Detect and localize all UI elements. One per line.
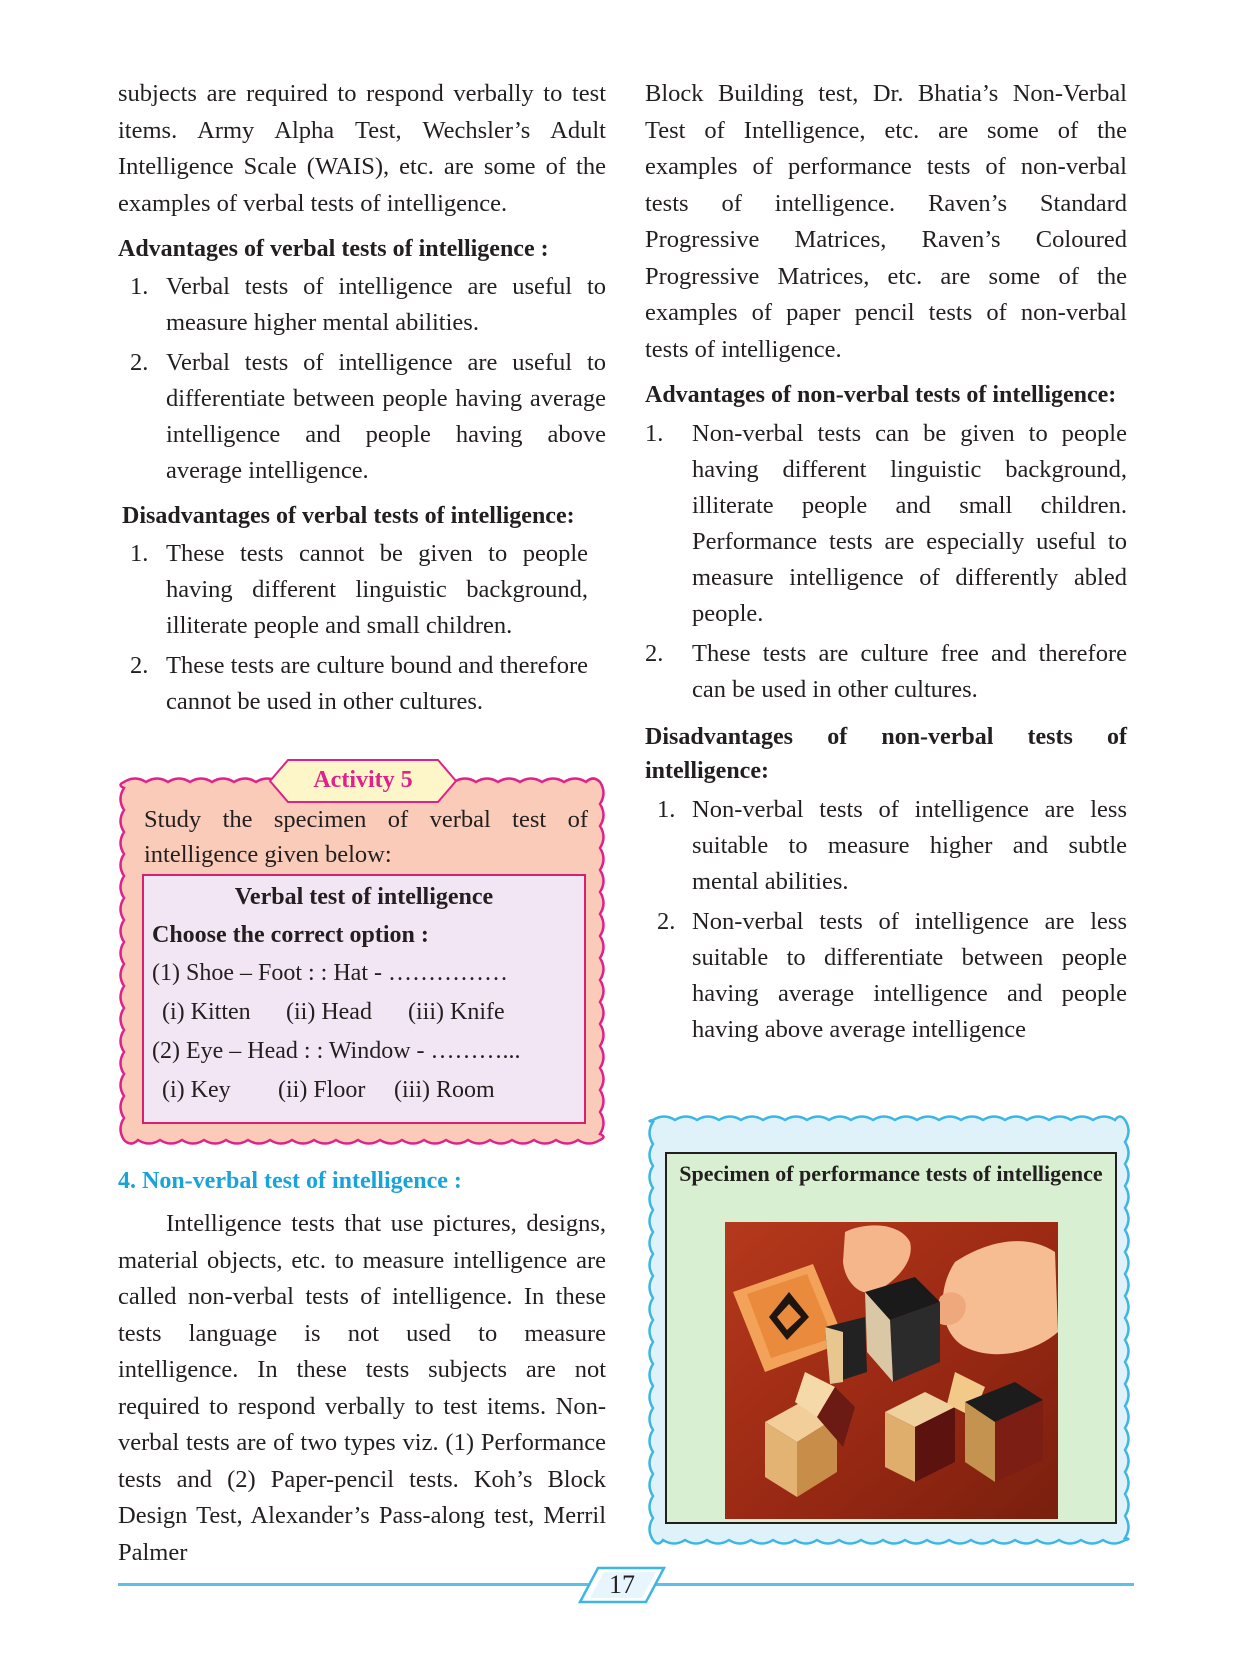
question-2: (2) Eye – Head : : Window - ………...: [152, 1038, 521, 1064]
list-item: 1. Non-verbal tests can be given to people having different linguistic background, illiterate people and small children. Performance tests are especially useful to measure intelligence of differently abled people.: [645, 420, 1127, 627]
nonverbal-section: [118, 1164, 606, 1571]
verbal-advantages-heading: Advantages of verbal tests of intelligence :: [118, 236, 549, 262]
list-item: 2. These tests are culture free and therefore can be used in other cultures.: [645, 640, 1127, 703]
activity-title: Activity 5: [313, 767, 413, 793]
page-number-text: 17: [609, 1570, 635, 1599]
list-item: 2. Non-verbal tests of intelligence are less suitable to differentiate between people having average intelligence and people having above average intelligence: [657, 908, 1127, 1043]
verbal-disadvantages-heading: Disadvantages of verbal tests of intelligence:: [122, 503, 575, 529]
right-intro-paragraph: Block Building test, Dr. Bhatia’s Non-Verbal Test of Intelligence, etc. are some of the examples of performance tests of non-verbal tests of intelligence. Raven’s Standard Progressive Matrices, Raven’s Coloured Progressive Matrices, etc. are some of the examples of paper pencil tests of non-verbal tests of intelligence.: [645, 80, 1127, 363]
right-column: [645, 76, 1127, 1048]
option: (i) Kitten: [162, 999, 251, 1025]
list-item: 2. These tests are culture bound and therefore cannot be used in other cultures.: [130, 652, 588, 715]
list-item: 1. Verbal tests of intelligence are useful to measure higher mental abilities.: [130, 273, 606, 336]
page-number: [578, 1566, 666, 1604]
nonverbal-advantages-list: [645, 416, 1127, 708]
list-item: 1. Non-verbal tests of intelligence are less suitable to measure higher and subtle mental abilities.: [657, 796, 1127, 895]
specimen-subtitle: Choose the correct option :: [152, 922, 429, 948]
option: (iii) Room: [394, 1077, 495, 1103]
verbal-disadvantages-list: [118, 536, 588, 720]
option: (ii) Head: [286, 999, 372, 1025]
option: (iii) Knife: [408, 999, 505, 1025]
question-2-options: [152, 1071, 576, 1110]
option: (i) Key: [162, 1077, 231, 1103]
list-item: 1. These tests cannot be given to people having different linguistic background, illiterate people and small children.: [130, 540, 588, 639]
nonverbal-paragraph: Intelligence tests that use pictures, designs, material objects, etc. to measure intelligence are called non-verbal tests of intelligence. In these tests language is not used to measure intelligence. In these tests subjects are not required to respond verbally to test items. Non-verbal tests are of two types viz. (1) Performance tests and (2) Paper-pencil tests. Koh’s Block Design Test, Alexander’s Pass-along test, Merril Palmer: [118, 1210, 606, 1566]
nonverbal-disadvantages-heading: Disadvantages of non-verbal tests of intelligence:: [645, 724, 1127, 784]
left-column: [118, 76, 606, 720]
specimen-title: Verbal test of intelligence: [234, 884, 494, 910]
nonverbal-advantages-heading: Advantages of non-verbal tests of intelligence:: [645, 382, 1117, 408]
left-intro-paragraph: subjects are required to respond verbally to test items. Army Alpha Test, Wechsler’s Adult Intelligence Scale (WAIS), etc. are some of the examples of verbal tests of intelligence.: [118, 80, 606, 217]
section-title: 4. Non-verbal test of intelligence :: [118, 1168, 462, 1194]
verbal-test-specimen: [142, 874, 586, 1124]
question-1-options: [152, 993, 576, 1032]
verbal-advantages-list: [118, 269, 606, 489]
performance-specimen-box: [645, 1108, 1135, 1554]
specimen-caption: Specimen of performance tests of intelligence: [679, 1161, 1103, 1186]
list-item: 2. Verbal tests of intelligence are useful to differentiate between people having average intelligence and people having above average intelligence.: [130, 349, 606, 484]
specimen-inner-box: [665, 1152, 1117, 1524]
nonverbal-disadvantages-list: [645, 792, 1127, 1048]
option: (ii) Floor: [278, 1077, 366, 1103]
block-design-photo-icon: [725, 1222, 1058, 1519]
question-1: (1) Shoe – Foot : : Hat - ……………: [152, 960, 508, 986]
activity-box: [118, 762, 606, 1150]
activity-instruction: Study the specimen of verbal test of intelligence given below:: [144, 806, 588, 868]
